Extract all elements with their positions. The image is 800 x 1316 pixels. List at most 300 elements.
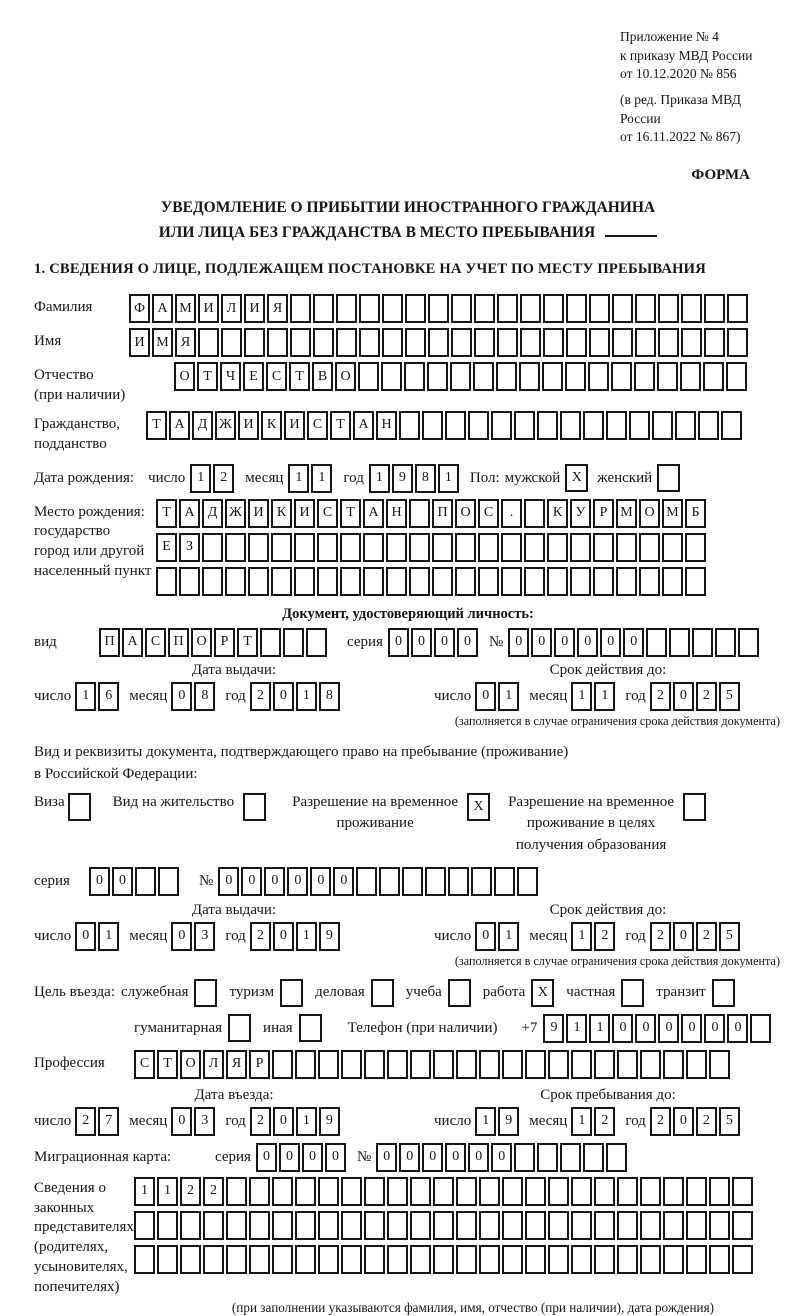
char-cell: З — [179, 533, 200, 562]
char-cell: М — [616, 499, 637, 528]
char-cell: О — [639, 499, 660, 528]
char-cell — [715, 628, 736, 657]
char-cell: 1 — [475, 1107, 496, 1136]
char-cell: 2 — [250, 922, 271, 951]
representatives-label-line: законных — [34, 1199, 95, 1216]
doc-issue-heading: Дата выдачи: — [191, 661, 277, 678]
year-label: год — [343, 469, 364, 486]
char-cell — [726, 362, 747, 391]
char-cell: И — [294, 499, 315, 528]
char-cell — [593, 567, 614, 596]
char-cell: И — [198, 294, 219, 323]
char-cell — [738, 628, 759, 657]
char-cell: Л — [221, 294, 242, 323]
birth-place-label-line: государство — [34, 523, 111, 540]
char-cell — [318, 1050, 339, 1079]
char-cell: С — [266, 362, 287, 391]
residence-number-boxes — [218, 867, 540, 896]
residence-issue-day-boxes — [75, 922, 121, 951]
char-cell: 0 — [577, 628, 598, 657]
char-cell — [249, 1245, 270, 1274]
char-cell — [525, 1050, 546, 1079]
char-cell: Н — [386, 499, 407, 528]
char-cell — [283, 628, 304, 657]
char-cell — [425, 867, 446, 896]
char-cell — [157, 1211, 178, 1240]
char-cell: 1 — [296, 922, 317, 951]
char-cell — [566, 328, 587, 357]
char-cell — [295, 1050, 316, 1079]
char-cell — [497, 294, 518, 323]
char-cell: Т — [330, 411, 351, 440]
char-cell: И — [238, 411, 259, 440]
char-cell — [364, 1245, 385, 1274]
purpose-official-checkbox — [194, 979, 217, 1007]
char-cell — [290, 294, 311, 323]
char-cell: 0 — [658, 1014, 679, 1043]
char-cell — [294, 567, 315, 596]
char-cell: 0 — [333, 867, 354, 896]
char-cell: 0 — [673, 1107, 694, 1136]
year-label: год — [625, 687, 646, 704]
residence-permit-checkbox — [243, 793, 266, 821]
residence-expiry-line — [434, 922, 782, 951]
visa-checkbox — [68, 793, 91, 821]
representatives-label — [34, 1177, 134, 1298]
char-cell — [364, 1050, 385, 1079]
stay-until-heading: Срок пребывания до: — [540, 1086, 676, 1103]
char-cell: 2 — [213, 464, 234, 493]
char-cell — [635, 328, 656, 357]
doc-number-boxes — [508, 628, 761, 657]
char-cell — [359, 294, 380, 323]
char-cell — [681, 328, 702, 357]
birth-place-label-line: город или другой — [34, 543, 145, 560]
char-cell: Ф — [129, 294, 150, 323]
char-cell — [494, 867, 515, 896]
char-cell: 0 — [287, 867, 308, 896]
char-cell — [639, 533, 660, 562]
temp-residence-edu-label-line2: проживание в целях — [526, 815, 656, 832]
char-cell — [456, 1177, 477, 1206]
char-cell: 9 — [319, 922, 340, 951]
series-label: серия — [34, 872, 70, 889]
entry-day-boxes — [75, 1107, 121, 1136]
char-cell — [387, 1245, 408, 1274]
birth-place-row2-boxes — [156, 533, 708, 562]
char-cell: Т — [157, 1050, 178, 1079]
char-cell — [548, 1211, 569, 1240]
residence-issue-heading: Дата выдачи: — [191, 901, 277, 918]
char-cell — [295, 1177, 316, 1206]
char-cell — [479, 1211, 500, 1240]
char-cell — [594, 1211, 615, 1240]
birth-place-row3-boxes — [156, 567, 708, 596]
char-cell — [248, 567, 269, 596]
char-cell: Н — [376, 411, 397, 440]
char-cell — [387, 1211, 408, 1240]
char-cell: 0 — [89, 867, 110, 896]
char-cell: 1 — [498, 682, 519, 711]
char-cell — [244, 328, 265, 357]
char-cell — [221, 328, 242, 357]
char-cell — [571, 1211, 592, 1240]
entry-year-boxes — [250, 1107, 342, 1136]
char-cell: 0 — [422, 1143, 443, 1172]
char-cell — [198, 328, 219, 357]
char-cell — [225, 533, 246, 562]
char-cell: Т — [340, 499, 361, 528]
residence-doc-intro — [34, 741, 782, 786]
char-cell — [409, 533, 430, 562]
representatives-label-line: усыновителях, — [34, 1258, 128, 1275]
char-cell — [662, 567, 683, 596]
char-cell: 8 — [319, 682, 340, 711]
char-cell: Д — [202, 499, 223, 528]
citizenship-boxes — [146, 411, 744, 440]
char-cell — [180, 1211, 201, 1240]
char-cell — [474, 328, 495, 357]
char-cell — [271, 533, 292, 562]
char-cell: 8 — [194, 682, 215, 711]
char-cell — [249, 1211, 270, 1240]
char-cell: В — [312, 362, 333, 391]
purpose-label: Цель въезда: — [34, 984, 115, 1001]
char-cell — [272, 1245, 293, 1274]
char-cell: Ж — [215, 411, 236, 440]
char-cell — [271, 567, 292, 596]
char-cell: Р — [214, 628, 235, 657]
char-cell — [709, 1211, 730, 1240]
char-cell — [479, 1245, 500, 1274]
char-cell — [156, 567, 177, 596]
purpose-row2 — [134, 1014, 782, 1043]
month-label: месяц — [529, 1112, 568, 1129]
char-cell — [428, 294, 449, 323]
char-cell — [478, 533, 499, 562]
sex-female-label: женский — [597, 469, 653, 486]
char-cell — [686, 1245, 707, 1274]
month-label: месяц — [529, 687, 568, 704]
char-cell: 0 — [673, 922, 694, 951]
char-cell: . — [501, 499, 522, 528]
char-cell — [657, 362, 678, 391]
doc-expiry-heading: Срок действия до: — [549, 661, 667, 678]
char-cell: 0 — [681, 1014, 702, 1043]
day-label: число — [434, 687, 472, 704]
char-cell: 1 — [438, 464, 459, 493]
representatives-label-line: представителях — [34, 1219, 134, 1236]
char-cell: 2 — [696, 1107, 717, 1136]
purpose-other-checkbox — [299, 1014, 322, 1042]
char-cell — [496, 362, 517, 391]
char-cell — [456, 1245, 477, 1274]
char-cell: И — [129, 328, 150, 357]
char-cell: 1 — [288, 464, 309, 493]
char-cell: А — [122, 628, 143, 657]
char-cell — [433, 1177, 454, 1206]
sex-female-checkbox — [657, 464, 680, 492]
purpose-transit-checkbox — [712, 979, 735, 1007]
purpose-work-checkbox: X — [531, 979, 554, 1007]
char-cell — [432, 567, 453, 596]
char-cell — [318, 1211, 339, 1240]
option-temp-residence — [292, 792, 490, 836]
char-cell — [491, 411, 512, 440]
char-cell — [570, 533, 591, 562]
temp-residence-label — [292, 792, 458, 836]
char-cell — [358, 362, 379, 391]
char-cell — [158, 867, 179, 896]
char-cell — [295, 1245, 316, 1274]
char-cell — [566, 294, 587, 323]
char-cell: Е — [156, 533, 177, 562]
given-name-row — [34, 328, 782, 357]
char-cell: Е — [243, 362, 264, 391]
char-cell — [685, 567, 706, 596]
char-cell: 0 — [218, 867, 239, 896]
char-cell — [663, 1211, 684, 1240]
residence-expiry-col — [434, 902, 782, 977]
char-cell — [727, 328, 748, 357]
stay-day-boxes — [475, 1107, 521, 1136]
char-cell: 1 — [157, 1177, 178, 1206]
char-cell — [571, 1177, 592, 1206]
form-label: ФОРМА — [691, 166, 750, 183]
form-title-line2: ИЛИ ЛИЦА БЕЗ ГРАЖДАНСТВА В МЕСТО ПРЕБЫВАНИЯ — [34, 221, 782, 246]
doc-expiry-month-boxes — [571, 682, 617, 711]
char-cell — [543, 294, 564, 323]
citizenship-label-line2: подданство — [34, 435, 107, 452]
form-title — [34, 196, 782, 246]
char-cell: 3 — [194, 922, 215, 951]
char-cell: 1 — [571, 922, 592, 951]
char-cell: 8 — [415, 464, 436, 493]
char-cell: А — [169, 411, 190, 440]
residence-expiry-year-boxes — [650, 922, 742, 951]
doc-expiry-line — [434, 682, 782, 711]
char-cell — [248, 533, 269, 562]
char-cell: 2 — [594, 1107, 615, 1136]
char-cell: О — [335, 362, 356, 391]
char-cell: 1 — [566, 1014, 587, 1043]
char-cell — [565, 362, 586, 391]
representatives-label-line: попечителях) — [34, 1278, 120, 1295]
char-cell: К — [271, 499, 292, 528]
patronymic-label-line1: Отчество — [34, 367, 94, 384]
char-cell: 2 — [180, 1177, 201, 1206]
char-cell — [616, 533, 637, 562]
char-cell — [502, 1050, 523, 1079]
number-sign: № — [356, 1148, 372, 1165]
char-cell: 7 — [98, 1107, 119, 1136]
temp-residence-edu-label-line3: получения образования — [515, 837, 667, 854]
profession-row — [34, 1050, 782, 1079]
char-cell — [427, 362, 448, 391]
char-cell: 0 — [468, 1143, 489, 1172]
char-cell — [560, 1143, 581, 1172]
char-cell — [520, 328, 541, 357]
char-cell — [428, 328, 449, 357]
birth-place-label-line: Место рождения: — [34, 503, 145, 520]
char-cell — [704, 328, 725, 357]
purpose-study-label: учеба — [405, 984, 442, 1001]
char-cell — [134, 1211, 155, 1240]
char-cell: Ч — [220, 362, 241, 391]
char-cell — [341, 1211, 362, 1240]
identity-doc-dates — [34, 662, 782, 737]
purpose-humanitarian-checkbox — [228, 1014, 251, 1042]
residence-series-boxes — [89, 867, 181, 896]
char-cell — [692, 628, 713, 657]
number-sign: № — [199, 872, 214, 889]
char-cell — [479, 1050, 500, 1079]
char-cell: О — [174, 362, 195, 391]
char-cell: 0 — [600, 628, 621, 657]
char-cell — [290, 328, 311, 357]
char-cell: 1 — [571, 682, 592, 711]
char-cell — [525, 1177, 546, 1206]
visa-label: Виза — [34, 793, 65, 810]
char-cell: М — [662, 499, 683, 528]
char-cell: Ж — [225, 499, 246, 528]
patronymic-label — [34, 362, 174, 406]
doc-expiry-note: (заполняется в случае ограничения срока действия документа) — [454, 713, 780, 728]
char-cell: К — [547, 499, 568, 528]
char-cell — [646, 628, 667, 657]
doc-kind-label: вид — [34, 633, 57, 650]
char-cell — [433, 1245, 454, 1274]
char-cell: 0 — [112, 867, 133, 896]
char-cell — [364, 1177, 385, 1206]
char-cell — [639, 567, 660, 596]
char-cell: 2 — [203, 1177, 224, 1206]
char-cell — [616, 567, 637, 596]
day-label: число — [148, 469, 186, 486]
char-cell — [468, 411, 489, 440]
char-cell: Д — [192, 411, 213, 440]
char-cell — [502, 1245, 523, 1274]
purpose-humanitarian-label: гуманитарная — [134, 1019, 223, 1036]
char-cell — [686, 1177, 707, 1206]
day-label: число — [434, 1112, 472, 1129]
char-cell — [203, 1245, 224, 1274]
residence-expiry-day-boxes — [475, 922, 521, 951]
char-cell — [382, 294, 403, 323]
stay-month-boxes — [571, 1107, 617, 1136]
char-cell — [456, 1050, 477, 1079]
char-cell: 0 — [256, 1143, 277, 1172]
char-cell — [548, 1050, 569, 1079]
char-cell: 2 — [650, 922, 671, 951]
char-cell — [617, 1245, 638, 1274]
purpose-tourism-label: туризм — [229, 984, 275, 1001]
char-cell — [547, 533, 568, 562]
char-cell — [226, 1211, 247, 1240]
char-cell — [525, 1211, 546, 1240]
char-cell — [709, 1177, 730, 1206]
char-cell — [543, 328, 564, 357]
char-cell: 2 — [696, 682, 717, 711]
representatives-label-line: (родителях, — [34, 1239, 109, 1256]
char-cell — [606, 1143, 627, 1172]
birth-date-label: Дата рождения: — [34, 469, 135, 486]
char-cell: Т — [156, 499, 177, 528]
char-cell — [588, 362, 609, 391]
day-label: число — [34, 687, 72, 704]
char-cell — [451, 328, 472, 357]
char-cell: А — [179, 499, 200, 528]
char-cell — [497, 328, 518, 357]
sex-male-checkbox: X — [565, 464, 588, 492]
char-cell — [583, 411, 604, 440]
char-cell: 1 — [594, 682, 615, 711]
char-cell: А — [152, 294, 173, 323]
char-cell — [410, 1211, 431, 1240]
series-label: серия — [215, 1148, 251, 1165]
year-label: год — [625, 927, 646, 944]
char-cell: Т — [197, 362, 218, 391]
doc-expiry-day-boxes — [475, 682, 521, 711]
char-cell — [318, 1245, 339, 1274]
char-cell — [359, 328, 380, 357]
char-cell — [594, 1050, 615, 1079]
char-cell: 0 — [273, 922, 294, 951]
char-cell — [640, 1245, 661, 1274]
char-cell — [202, 533, 223, 562]
char-cell — [260, 628, 281, 657]
purpose-private-label: частная — [566, 984, 616, 1001]
char-cell: 1 — [369, 464, 390, 493]
appendix-line: к приказу МВД России — [620, 47, 753, 63]
stay-until-line — [434, 1107, 782, 1136]
char-cell: М — [152, 328, 173, 357]
year-label: год — [225, 927, 246, 944]
char-cell — [382, 328, 403, 357]
char-cell — [629, 411, 650, 440]
char-cell — [363, 567, 384, 596]
char-cell: 0 — [279, 1143, 300, 1172]
purpose-row — [34, 979, 782, 1007]
char-cell — [451, 294, 472, 323]
char-cell: 0 — [704, 1014, 725, 1043]
char-cell — [402, 867, 423, 896]
char-cell: 0 — [673, 682, 694, 711]
surname-label: Фамилия — [34, 299, 93, 316]
profession-label: Профессия — [34, 1054, 105, 1071]
char-cell — [606, 411, 627, 440]
char-cell — [617, 1050, 638, 1079]
doc-issue-year-boxes — [250, 682, 342, 711]
purpose-business-label: деловая — [315, 984, 365, 1001]
char-cell — [306, 628, 327, 657]
char-cell: 0 — [399, 1143, 420, 1172]
char-cell: 0 — [623, 628, 644, 657]
char-cell: 1 — [296, 682, 317, 711]
char-cell — [203, 1211, 224, 1240]
char-cell — [525, 1245, 546, 1274]
migration-card-row — [34, 1143, 782, 1172]
char-cell: С — [307, 411, 328, 440]
char-cell — [698, 411, 719, 440]
doc-issue-col — [34, 662, 434, 737]
char-cell — [267, 328, 288, 357]
char-cell: 1 — [589, 1014, 610, 1043]
representatives-block — [34, 1177, 782, 1298]
char-cell: И — [244, 294, 265, 323]
char-cell — [611, 362, 632, 391]
char-cell: 0 — [273, 682, 294, 711]
